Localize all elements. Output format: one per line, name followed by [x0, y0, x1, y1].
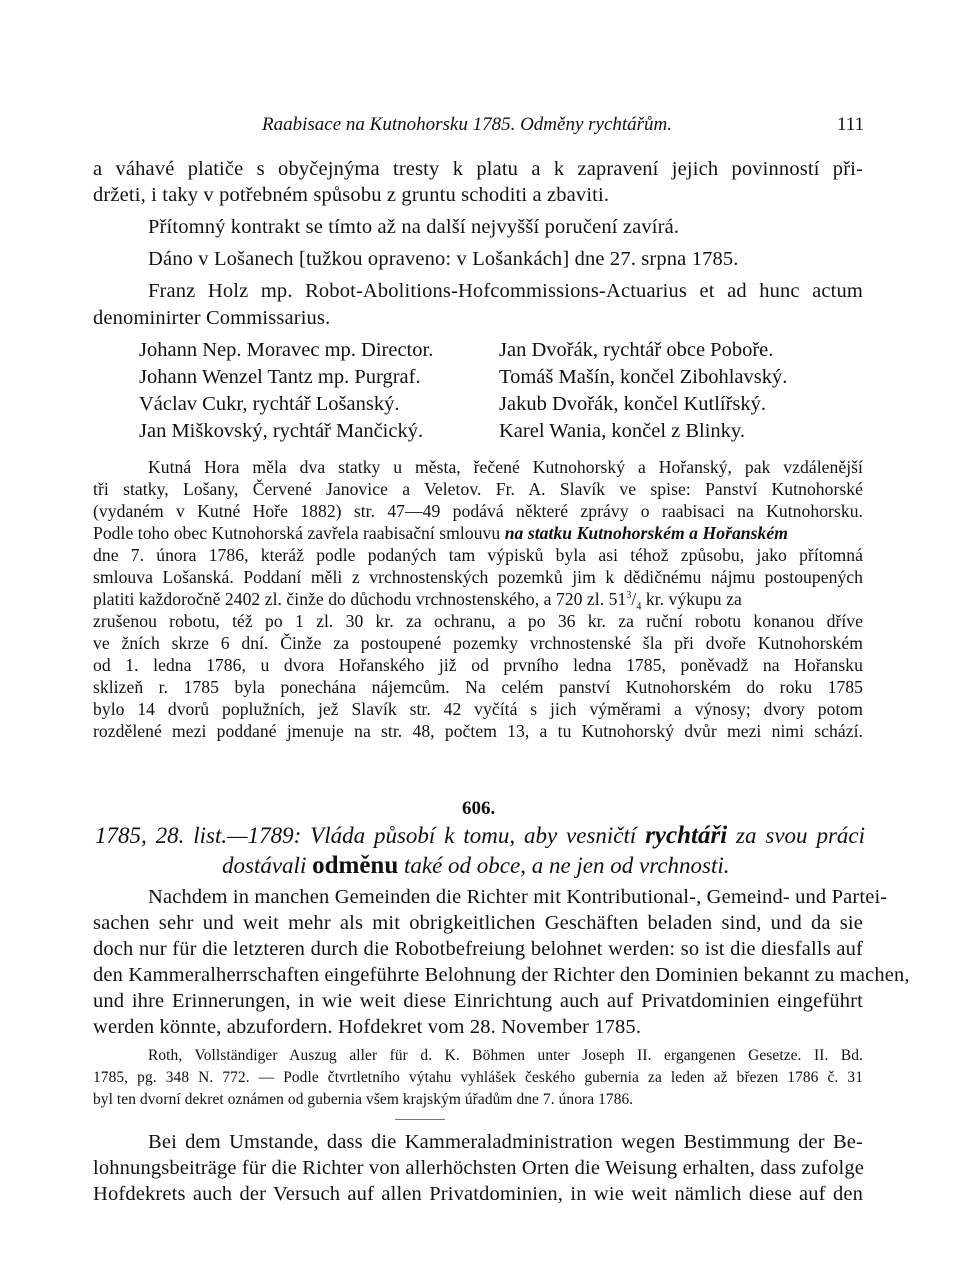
note-line: zrušenou robotu, též po 1 zl. 30 kr. za ochranu, a po 36 kr. za ruční robotu konanou dříve — [93, 611, 863, 631]
decree-line: den Kammeralherrschaften eingeführte Belohnung der Richter den Dominien bekannt zu machen, — [93, 964, 910, 986]
source-line: 1785, pg. 348 N. 772. — Podle čtvrtletního výtahu vyhlášek českého gubernia za leden až březen 1786 č. 31 — [93, 1069, 863, 1086]
signature-right: Tomáš Mašín, končel Zibohlavský. — [499, 366, 788, 388]
note-line: od 1. ledna 1786, u dvora Hořanského již od prvního ledna 1785, poněvadž na Hořansku — [93, 655, 863, 675]
decree-line: Nachdem in manchen Gemeinden die Richter mit Kontributional-, Gemeind- und Partei- — [148, 886, 888, 908]
source-line: Roth, Vollständiger Auszug aller für d. K. Böhmen unter Joseph II. ergangenen Gesetze. II. Bd. — [148, 1047, 863, 1064]
note-line: smlouva Lošanská. Poddaní měli z vrchnostenských pozemků jim k dědičnému nájmu postoupených — [93, 567, 863, 587]
decree-line: doch nur für die letzteren durch die Robotbefreiung belohnet werden: so ist die diesfalls auf — [93, 938, 863, 960]
paragraph-line: držeti, i taky v potřebném spůsobu z gruntu schoditi a zbaviti. — [93, 184, 610, 206]
note-italic-estates: na statku Kutnohorském a Hořanském — [504, 523, 788, 543]
decree-line: und ihre Erinnerungen, in wie weit diese Einrichtung auch auf Privatdominien eingeführt — [93, 990, 863, 1012]
section-heading-line: 1785, 28. list.—1789: Vláda působí k tomu, aby vesničtí rychtáři za svou práci — [95, 822, 865, 849]
note-line: ve žních skrze 6 dní. Činže za postoupené pozemky vrchnostenské šla při dvoře Kutnohorském — [93, 633, 863, 653]
note-line: sklizeň r. 1785 byla ponechána nájemcům. Na celém panství Kutnohorském do roku 1785 — [93, 677, 863, 697]
decree-line: werden könnte, abzufordern. Hofdekret vom 28. November 1785. — [93, 1016, 642, 1038]
signature-left: Václav Cukr, rychtář Lošanský. — [139, 393, 400, 415]
paragraph-line: denominirter Commissarius. — [93, 307, 331, 329]
note-line: Podle toho obec Kutnohorská zavřela raabisační smlouvu na statku Kutnohorském a Hořanském — [93, 523, 788, 543]
signature-left: Johann Wenzel Tantz mp. Purgraf. — [139, 366, 421, 388]
signature-right: Jan Dvořák, rychtář obce Poboře. — [499, 339, 774, 361]
heading-emphasis: rychtáři — [645, 822, 728, 849]
note-line: Kutná Hora měla dva statky u města, řečené Kutnohorský a Hořanský, pak vzdálenější — [148, 457, 863, 477]
running-header: Raabisace na Kutnohorsku 1785. Odměny rychtářům. — [262, 114, 673, 135]
note-line: rozdělené mezi poddané jmenuje na str. 48, počtem 13, a tu Kutnohorský dvůr mezi nimi schází. — [93, 721, 863, 741]
note-line: bylo 14 dvorů poplužních, jež Slavík str. 42 vyčítá s jich výměrami a výnosy; dvory potom — [93, 699, 863, 719]
fraction: $51^3/_4$ — [608, 589, 642, 613]
paragraph-line: a váhavé platiče s obyčejnýma tresty k platu a k zapravení jejich povinností při- — [93, 158, 863, 180]
heading-emphasis: odměnu — [312, 852, 399, 879]
signature-left: Jan Miškovský, rychtář Mančický. — [139, 420, 424, 442]
decree-line: sachen sehr und weit mehr als mit obrigkeitlichen Geschäften beladen sind, und da sie — [93, 912, 863, 934]
source-line: byl ten dvorní dekret oznámen od gubernia všem krajským úřadům dne 7. února 1786. — [93, 1091, 634, 1108]
note-line: platiti každoročně 2402 zl. činže do důchodu vrchnostenského, a 720 zl. $51^3/_4$ kr. výkupu za — [93, 589, 742, 613]
note-line: (vydaném v Kutné Hoře 1882) str. 47—49 podává některé zprávy o raabisaci na Kutnohorsku. — [93, 501, 863, 521]
signature-right: Jakub Dvořák, končel Kutlířský. — [499, 393, 767, 415]
section-heading-line: dostávali odměnu také od obce, a ne jen od vrchnosti. — [222, 852, 730, 879]
separator-rule — [395, 1119, 445, 1120]
note-line: tři statky, Lošany, Červené Janovice a Veletov. Fr. A. Slavík ve spise: Panství Kutnohorské — [93, 479, 863, 499]
closing-line: Bei dem Umstande, dass die Kammeraladministration wegen Bestimmung der Be- — [148, 1131, 863, 1153]
paragraph-line: Franz Holz mp. Robot-Abolitions-Hofcommissions-Actuarius et ad hunc actum — [148, 280, 863, 302]
section-number: 606. — [462, 798, 496, 819]
page-number: 111 — [837, 114, 865, 135]
closing-line: lohnungsbeiträge für die Richter von allerhöchsten Orten die Weisung erhalten, dass zufolge — [93, 1157, 865, 1179]
note-line: dne 7. února 1786, kteráž podle podaných tam výpisků byla asi téhož způsobu, jako přítomná — [93, 545, 863, 565]
closing-line: Hofdekrets auch der Versuch auf allen Privatdominien, in wie weit nämlich diese auf den — [93, 1183, 863, 1205]
signature-right: Karel Wania, končel z Blinky. — [499, 420, 745, 442]
signature-left: Johann Nep. Moravec mp. Director. — [139, 339, 434, 361]
dated-line: Dáno v Lošanech [tužkou opraveno: v Lošankách] dne 27. srpna 1785. — [148, 248, 739, 270]
paragraph-line: Přítomný kontrakt se tímto až na další nejvyšší poručení zavírá. — [148, 216, 680, 238]
